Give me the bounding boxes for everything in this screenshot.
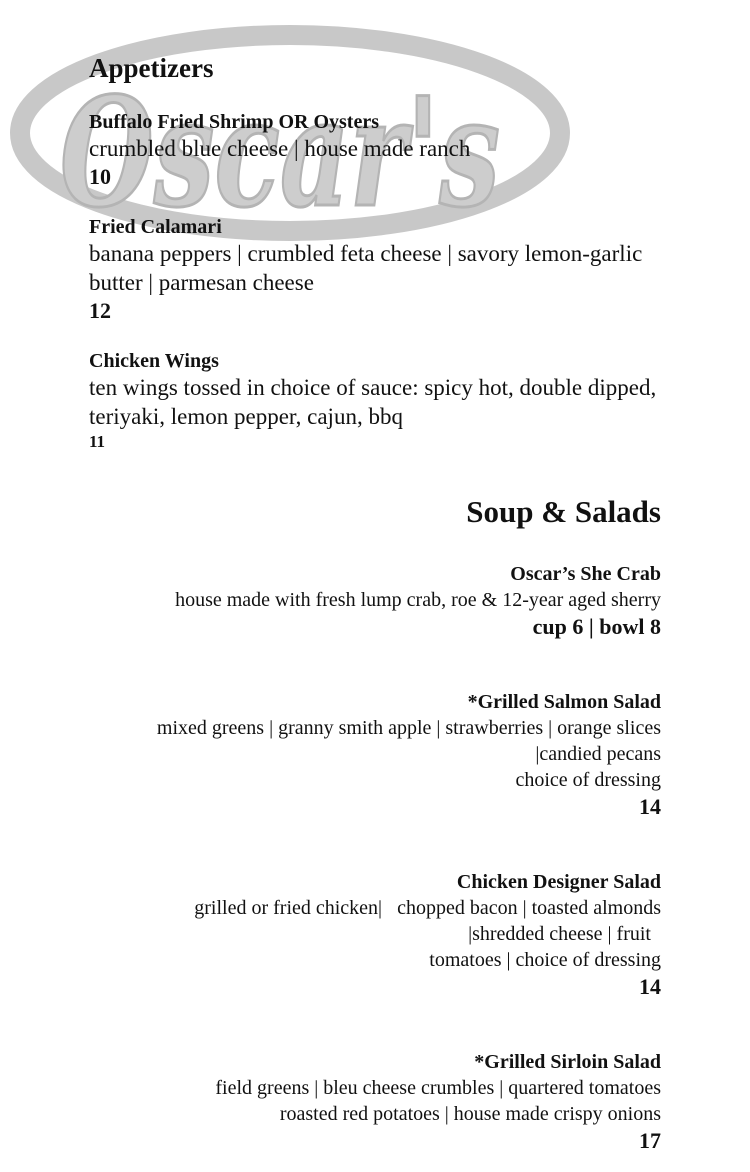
appetizers-section — [89, 52, 669, 477]
menu-item — [89, 110, 669, 191]
soup-salads-section — [61, 493, 661, 1155]
menu-item — [61, 869, 661, 1001]
item-description-line: choice of dressing — [515, 769, 661, 791]
item-price: cup 6 | bowl 8 — [532, 614, 661, 639]
item-price: 17 — [639, 1128, 661, 1153]
item-description-line: field greens | bleu cheese crumbles | quartered tomatoes — [215, 1077, 661, 1099]
item-description-line: tomatoes | choice of dressing — [429, 949, 661, 971]
item-description: ten wings tossed in choice of sauce: spicy hot, double dipped, teriyaki, lemon pepper, cajun, bbq — [89, 375, 657, 429]
item-description-line: roasted red potatoes | house made crispy onions — [279, 1103, 661, 1125]
soup-salads-heading: Soup & Salads — [466, 494, 661, 529]
item-name: Buffalo Fried Shrimp OR Oysters — [89, 111, 379, 133]
item-name: Oscar’s She Crab — [510, 563, 661, 585]
item-price: 11 — [89, 432, 106, 451]
menu-item — [89, 349, 669, 453]
item-description-line: |candied pecans — [535, 743, 661, 765]
item-name: *Grilled Salmon Salad — [467, 691, 661, 713]
item-price: 12 — [89, 298, 111, 323]
item-name: Chicken Designer Salad — [456, 871, 661, 893]
item-description-line: |shredded cheese | fruit — [468, 923, 661, 945]
item-description-line: grilled or fried chicken| chopped bacon | toasted almonds — [194, 897, 661, 919]
item-description: banana peppers | crumbled feta cheese | savory lemon-garlic butter | parmesan cheese — [89, 241, 643, 295]
menu-item — [61, 689, 661, 821]
menu-item — [61, 1049, 661, 1155]
menu-item — [61, 561, 661, 641]
item-price: 14 — [639, 974, 661, 999]
item-description-line: house made with fresh lump crab, roe & 12-year aged sherry — [175, 589, 661, 611]
logo-script-text: Oscar's — [60, 65, 500, 241]
item-name: Chicken Wings — [89, 350, 219, 372]
item-description: crumbled blue cheese | house made ranch — [89, 136, 471, 161]
menu-item — [89, 215, 669, 325]
appetizers-heading: Appetizers — [89, 53, 214, 83]
item-price: 10 — [89, 164, 111, 189]
item-name: Fried Calamari — [89, 216, 222, 238]
item-price: 14 — [639, 794, 661, 819]
item-name: *Grilled Sirloin Salad — [474, 1051, 661, 1073]
item-description-line: mixed greens | granny smith apple | strawberries | orange slices — [156, 717, 661, 739]
